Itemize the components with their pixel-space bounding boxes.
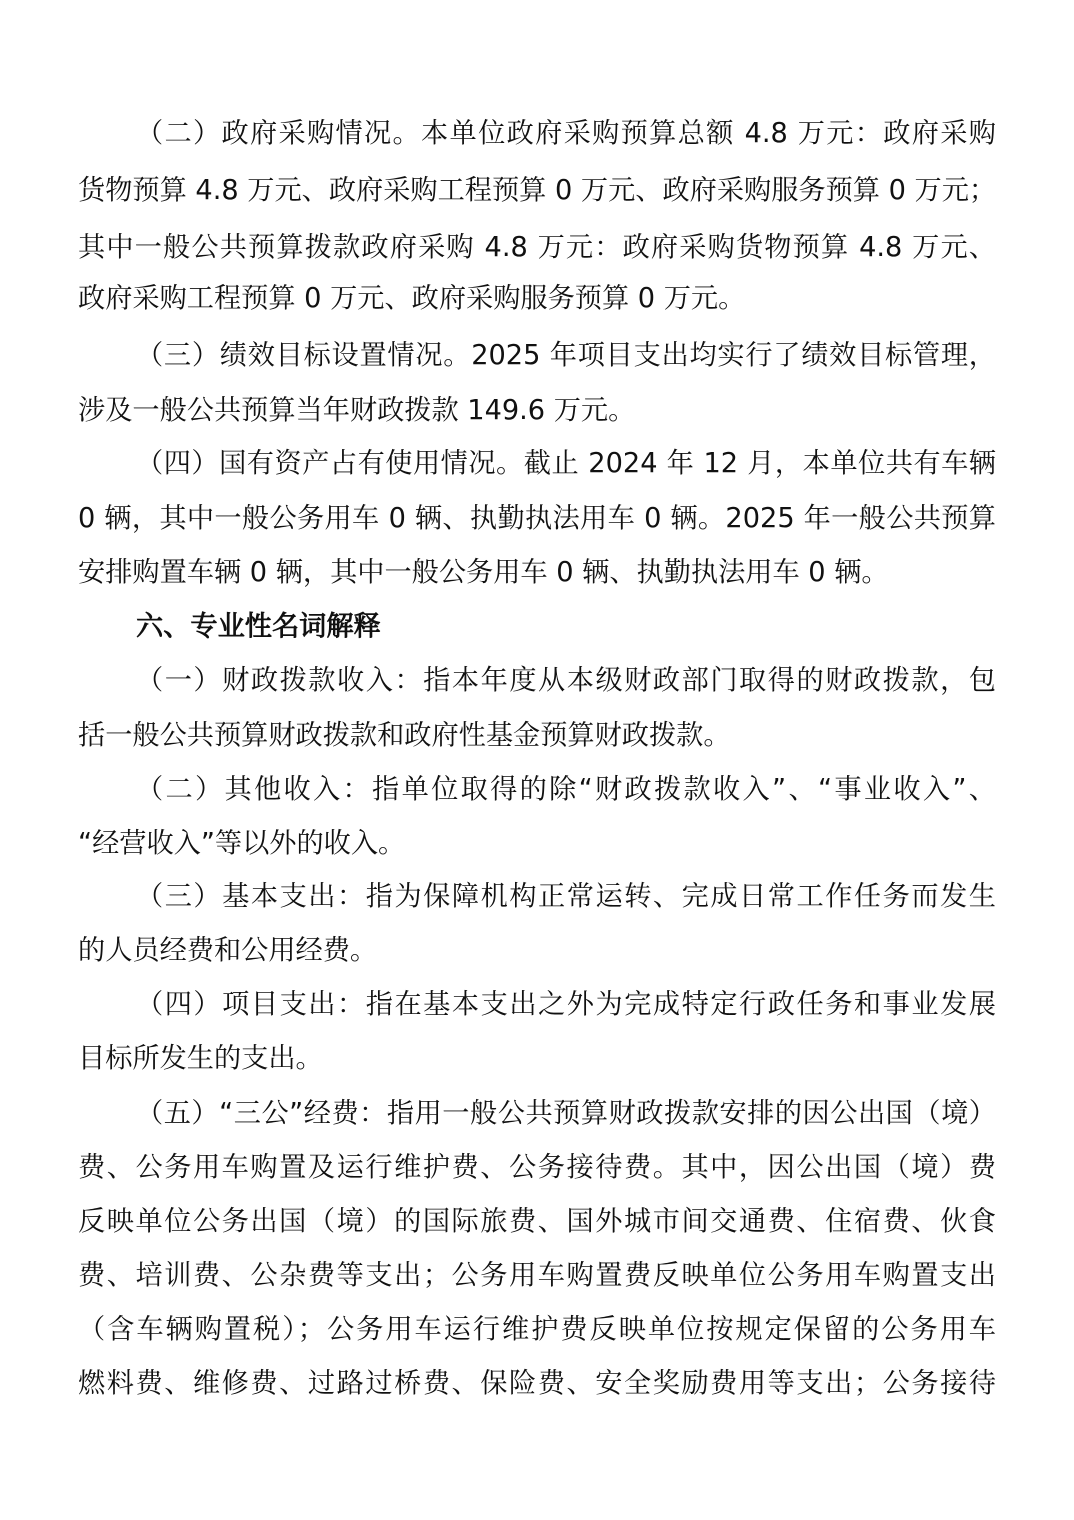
section-heading-terms: 六、专业性名词解释 (136, 611, 381, 642)
para-procurement-line-4: 政府采购工程预算 0 万元、政府采购服务预算 0 万元。 (78, 283, 746, 314)
para-assets-line-2: 0 辆，其中一般公务用车 0 辆、执勤执法用车 0 辆。2025 年一般公共预算 (78, 503, 996, 534)
para-fiscal-income-line-1: （一）财政拨款收入：指本年度从本级财政部门取得的财政拨款，包 (136, 665, 996, 696)
para-procurement-line-3: 其中一般公共预算拨款政府采购 4.8 万元：政府采购货物预算 4.8 万元、 (78, 232, 996, 263)
para-three-public-line-4: 费、培训费、公杂费等支出；公务用车购置费反映单位公务用车购置支出 (78, 1260, 996, 1291)
para-procurement-line-2: 货物预算 4.8 万元、政府采购工程预算 0 万元、政府采购服务预算 0 万元； (78, 175, 997, 206)
para-three-public-line-3: 反映单位公务出国（境）的国际旅费、国外城市间交通费、住宿费、伙食 (78, 1206, 996, 1237)
para-basic-expense-line-2: 的人员经费和公用经费。 (78, 935, 378, 966)
para-project-expense-line-1: （四）项目支出：指在基本支出之外为完成特定行政任务和事业发展 (136, 989, 996, 1020)
para-performance-line-2: 涉及一般公共预算当年财政拨款 149.6 万元。 (78, 395, 636, 426)
para-basic-expense-line-1: （三）基本支出：指为保障机构正常运转、完成日常工作任务而发生 (136, 881, 996, 912)
para-assets-line-1: （四）国有资产占有使用情况。截止 2024 年 12 月，本单位共有车辆 (136, 448, 996, 479)
para-three-public-line-2: 费、公务用车购置及运行维护费、公务接待费。其中，因公出国（境）费 (78, 1152, 996, 1183)
para-three-public-line-6: 燃料费、维修费、过路过桥费、保险费、安全奖励费用等支出；公务接待 (78, 1368, 996, 1399)
para-other-income-line-1: （二）其他收入：指单位取得的除“财政拨款收入”、“事业收入”、 (136, 774, 996, 805)
para-performance-line-1: （三）绩效目标设置情况。2025 年项目支出均实行了绩效目标管理， (136, 340, 996, 371)
para-project-expense-line-2: 目标所发生的支出。 (78, 1043, 323, 1074)
para-fiscal-income-line-2: 括一般公共预算财政拨款和政府性基金预算财政拨款。 (78, 720, 731, 751)
para-other-income-line-2: “经营收入”等以外的收入。 (78, 828, 406, 859)
para-three-public-line-5: （含车辆购置税）；公务用车运行维护费反映单位按规定保留的公务用车 (78, 1314, 996, 1345)
para-three-public-line-1: （五）“三公”经费：指用一般公共预算财政拨款安排的因公出国（境） (136, 1098, 996, 1129)
para-assets-line-3: 安排购置车辆 0 辆，其中一般公务用车 0 辆、执勤执法用车 0 辆。 (78, 557, 889, 588)
para-procurement-line-1: （二）政府采购情况。本单位政府采购预算总额 4.8 万元：政府采购 (136, 118, 996, 149)
